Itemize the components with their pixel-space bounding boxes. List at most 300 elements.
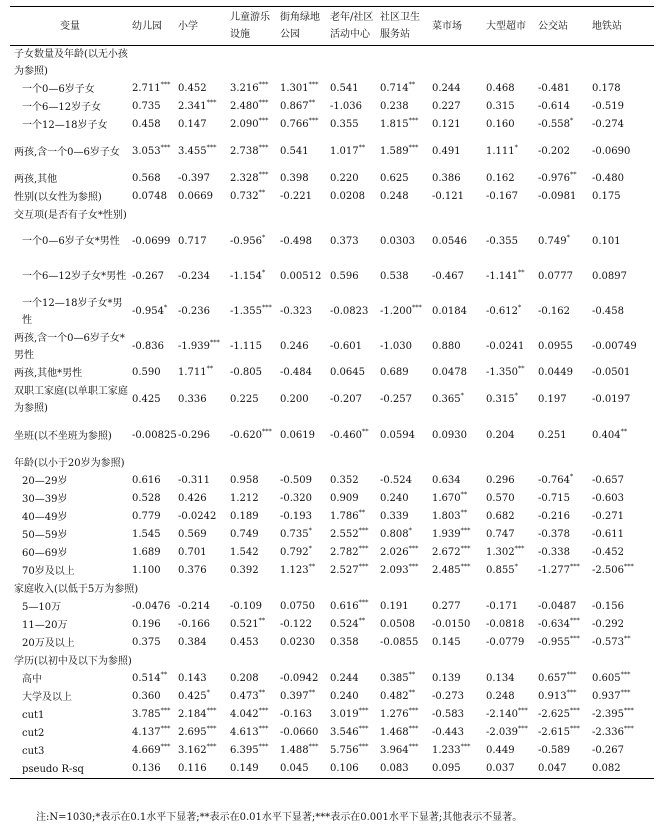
coefficient-value: 0.220 [330, 173, 359, 184]
empty-cell [484, 580, 536, 598]
value-cell [130, 188, 176, 206]
value-cell [430, 562, 484, 580]
value-cell [228, 724, 278, 742]
coefficient-value: 0.200 [280, 394, 309, 405]
coefficient-value: 0.315 [486, 101, 515, 112]
value-cell [176, 382, 228, 418]
coefficient-value: 1.100 [132, 565, 161, 576]
coefficient-value: -0.484 [280, 367, 313, 378]
coefficient-value: -2.625*** [538, 706, 580, 720]
coefficient-value: -0.274 [592, 119, 625, 130]
value-cell [130, 742, 176, 760]
coefficient-value: -0.0150 [432, 619, 471, 630]
value-cell [278, 562, 328, 580]
coefficient-value: 0.0449 [538, 367, 573, 378]
coefficient-value: 0.196 [132, 619, 161, 630]
coefficient-value: -0.715 [538, 493, 571, 504]
value-cell [130, 688, 176, 706]
value-cell [378, 472, 430, 490]
coefficient-value: -0.207 [330, 394, 363, 405]
coefficient-value: 0.468 [486, 83, 515, 94]
value-cell [430, 508, 484, 526]
value-cell [278, 526, 328, 544]
coefficient-value: -0.573** [592, 634, 631, 648]
coefficient-value: -0.0501 [592, 367, 631, 378]
value-cell [484, 472, 536, 490]
coefficient-value: 4.137*** [132, 724, 171, 738]
coefficient-value: -0.397 [178, 173, 211, 184]
coefficient-value: 0.452 [178, 83, 207, 94]
value-cell [590, 508, 654, 526]
value-cell [536, 508, 590, 526]
coefficient-value: 1.123** [280, 562, 316, 576]
row-label: 20—29岁 [22, 475, 68, 487]
row-label: 双职工家庭(以单职工家庭为参照) [14, 386, 128, 414]
empty-cell [278, 580, 328, 598]
coefficient-value: 0.625 [380, 173, 409, 184]
coefficient-value: -0.460** [330, 427, 369, 441]
coefficient-value: 3.964*** [380, 742, 419, 756]
value-cell [430, 364, 484, 382]
coefficient-value: -0.0818 [486, 619, 525, 630]
coefficient-value: -0.257 [380, 394, 413, 405]
coefficient-value: 1.111* [486, 143, 518, 157]
value-cell [278, 742, 328, 760]
value-cell [430, 526, 484, 544]
coefficient-value: -0.620*** [230, 427, 272, 441]
coefficient-value: 6.395*** [230, 742, 269, 756]
coefficient-value: 0.240 [330, 691, 359, 702]
value-cell [590, 472, 654, 490]
coefficient-value: -0.311 [178, 475, 211, 486]
group-header-row [10, 206, 654, 224]
value-cell [590, 364, 654, 382]
coefficient-value: 0.0230 [280, 637, 315, 648]
value-cell [176, 98, 228, 116]
value-cell [590, 616, 654, 634]
empty-cell [430, 652, 484, 670]
value-cell [378, 526, 430, 544]
coefficient-value: 3.053*** [132, 143, 171, 157]
value-cell [130, 724, 176, 742]
value-cell [328, 670, 378, 688]
coefficient-value: 0.657*** [538, 670, 577, 684]
coefficient-value: 0.248 [486, 691, 515, 702]
value-cell [176, 418, 228, 454]
value-cell [176, 634, 228, 652]
empty-cell [278, 206, 328, 224]
coefficient-value: 0.616*** [330, 598, 369, 612]
coefficient-value: -0.00825 [132, 430, 177, 441]
coefficient-value: 0.514** [132, 670, 168, 684]
value-cell [328, 544, 378, 562]
coefficient-value: 0.315* [486, 391, 518, 405]
value-cell [378, 98, 430, 116]
value-cell [484, 670, 536, 688]
empty-cell [484, 46, 536, 81]
coefficient-value: 2.093*** [380, 562, 419, 576]
value-cell [328, 259, 378, 294]
value-cell [378, 294, 430, 329]
row-label: 一个12—18岁子女 [22, 119, 108, 131]
value-cell [590, 188, 654, 206]
coefficient-value: -0.614 [538, 101, 571, 112]
value-cell [130, 544, 176, 562]
coefficient-value: 0.937*** [592, 688, 631, 702]
coefficient-value: 2.328*** [230, 170, 269, 184]
coefficient-value: 1.711** [178, 364, 214, 378]
coefficient-value: 0.083 [380, 763, 409, 774]
value-cell [278, 616, 328, 634]
value-cell [176, 472, 228, 490]
coefficient-value: 2.341*** [178, 98, 217, 112]
value-cell [536, 116, 590, 134]
coefficient-value: -2.336*** [592, 724, 634, 738]
value-cell [536, 724, 590, 742]
coefficient-value: 0.0594 [380, 430, 415, 441]
value-cell [130, 598, 176, 616]
row-label: 一个6—12岁子女*男性 [22, 271, 127, 282]
value-cell [590, 294, 654, 329]
coefficient-value: -1.141** [486, 268, 525, 282]
value-cell [130, 364, 176, 382]
coefficient-value: -0.836 [132, 340, 165, 352]
table-row [10, 598, 654, 616]
coefficient-value: 0.386 [432, 173, 461, 184]
coefficient-value: 0.0669 [178, 191, 213, 202]
value-cell [228, 508, 278, 526]
coefficient-value: 0.0930 [432, 430, 467, 441]
coefficient-value: -2.039*** [486, 724, 528, 738]
value-cell [536, 598, 590, 616]
value-cell [176, 598, 228, 616]
value-cell [484, 724, 536, 742]
coefficient-value: 0.689 [380, 367, 409, 378]
value-cell [484, 329, 536, 364]
coefficient-value: -2.395*** [592, 706, 634, 720]
value-cell [130, 472, 176, 490]
value-cell [378, 116, 430, 134]
value-cell [536, 544, 590, 562]
coefficient-value: 0.0748 [132, 191, 167, 202]
value-cell [378, 562, 430, 580]
coefficient-value: 0.0955 [538, 340, 573, 352]
empty-cell [228, 652, 278, 670]
empty-cell [430, 206, 484, 224]
coefficient-value: 0.106 [330, 763, 359, 774]
value-cell [430, 224, 484, 259]
table-row [10, 706, 654, 724]
row-label: 两孩,其他*男性 [14, 367, 83, 379]
value-cell [484, 634, 536, 652]
coefficient-value: 1.542 [230, 547, 259, 558]
empty-cell [278, 46, 328, 81]
coefficient-value: -2.140*** [486, 706, 528, 720]
value-cell [484, 742, 536, 760]
value-cell [378, 382, 430, 418]
value-cell [430, 188, 484, 206]
value-cell [536, 329, 590, 364]
coefficient-value: -2.506*** [592, 562, 634, 576]
value-cell [536, 294, 590, 329]
value-cell [130, 294, 176, 329]
coefficient-value: 0.473** [230, 688, 266, 702]
empty-cell [378, 46, 430, 81]
coefficient-value: 0.251 [538, 430, 567, 441]
group-label: 家庭收入(以低于5万为参照) [14, 583, 139, 595]
value-cell [328, 329, 378, 364]
column-header-variable: 变量 [10, 7, 130, 46]
coefficient-value: 0.482** [380, 688, 416, 702]
coefficient-value: 0.0777 [538, 270, 573, 282]
coefficient-value: 1.212 [230, 493, 259, 504]
value-cell [328, 688, 378, 706]
value-cell [430, 259, 484, 294]
value-cell [228, 329, 278, 364]
row-label: cut2 [22, 727, 45, 739]
row-label: 70岁及以上 [22, 565, 75, 577]
value-cell [228, 364, 278, 382]
empty-cell [484, 206, 536, 224]
empty-cell [176, 454, 228, 472]
coefficient-value: 0.143 [178, 673, 207, 684]
coefficient-value: 0.116 [178, 763, 207, 774]
empty-cell [328, 206, 378, 224]
coefficient-value: 0.404** [592, 427, 628, 441]
coefficient-value: -0.236 [178, 305, 211, 317]
value-cell [176, 616, 228, 634]
column-header: 老年/社区活动中心 [328, 7, 378, 46]
value-cell [484, 134, 536, 170]
table-row [10, 418, 654, 454]
value-cell [590, 544, 654, 562]
value-cell [278, 170, 328, 188]
value-cell [176, 670, 228, 688]
table-row [10, 562, 654, 580]
coefficient-value: 2.695*** [178, 724, 217, 738]
coefficient-value: 0.095 [432, 763, 461, 774]
value-cell [278, 418, 328, 454]
value-cell [590, 562, 654, 580]
coefficient-value: 1.939*** [432, 526, 471, 540]
empty-cell [484, 454, 536, 472]
table-footnote: 注:N=1030;*表示在0.1水平下显著;**表示在0.01水平下显著;***表示在0.001水平下显著;其他表示不显著。 [36, 812, 523, 823]
coefficient-value: -0.0241 [486, 340, 525, 352]
value-cell [328, 472, 378, 490]
empty-cell [228, 580, 278, 598]
value-cell [278, 706, 328, 724]
coefficient-value: -0.216 [538, 511, 571, 522]
header-row [10, 7, 654, 46]
value-cell [278, 688, 328, 706]
value-cell [378, 364, 430, 382]
coefficient-value: 0.376 [178, 565, 207, 576]
value-cell [430, 80, 484, 98]
coefficient-value: 2.485*** [432, 562, 471, 576]
coefficient-value: 0.238 [380, 101, 409, 112]
value-cell [176, 526, 228, 544]
table-row [10, 490, 654, 508]
value-cell [278, 80, 328, 98]
coefficient-value: 0.296 [486, 475, 515, 486]
group-label: 学历(以初中及以下为参照) [14, 655, 132, 667]
table-row [10, 526, 654, 544]
value-cell [430, 688, 484, 706]
coefficient-value: -0.00749 [592, 340, 637, 352]
value-cell [328, 116, 378, 134]
coefficient-value: 0.082 [592, 763, 621, 774]
value-cell [484, 170, 536, 188]
value-cell [328, 80, 378, 98]
coefficient-value: 0.178 [592, 83, 621, 94]
coefficient-value: 0.425* [178, 688, 210, 702]
coefficient-value: -0.612* [486, 303, 522, 317]
table-row [10, 134, 654, 170]
value-cell [228, 670, 278, 688]
value-cell [484, 382, 536, 418]
value-cell [228, 616, 278, 634]
coefficient-value: -0.955*** [538, 634, 580, 648]
empty-cell [536, 454, 590, 472]
value-cell [328, 724, 378, 742]
value-cell [484, 259, 536, 294]
value-cell [590, 382, 654, 418]
coefficient-value: 0.149 [230, 763, 259, 774]
coefficient-value: 1.468*** [380, 724, 419, 738]
value-cell [536, 616, 590, 634]
coefficient-value: 0.365* [432, 391, 464, 405]
coefficient-value: -0.0981 [538, 191, 577, 202]
value-cell [536, 760, 590, 779]
value-cell [278, 294, 328, 329]
value-cell [536, 364, 590, 382]
value-cell [430, 472, 484, 490]
value-cell [590, 706, 654, 724]
value-cell [176, 134, 228, 170]
coefficient-value: 0.779 [132, 511, 161, 522]
value-cell [328, 526, 378, 544]
value-cell [278, 329, 328, 364]
empty-cell [228, 206, 278, 224]
coefficient-value: -0.271 [592, 511, 625, 522]
table-row [10, 616, 654, 634]
coefficient-value: 2.738*** [230, 143, 269, 157]
coefficient-value: 0.749* [538, 233, 570, 247]
value-cell [378, 742, 430, 760]
coefficient-value: -0.267 [592, 745, 625, 756]
group-label: 交互项(是否有子女*性别) [14, 209, 127, 221]
value-cell [536, 742, 590, 760]
value-cell [430, 382, 484, 418]
row-label: 30—39岁 [22, 493, 68, 505]
coefficient-value: 2.711*** [132, 80, 171, 94]
column-header: 地铁站 [590, 7, 654, 46]
coefficient-value: 0.913*** [538, 688, 577, 702]
coefficient-value: 0.037 [486, 763, 515, 774]
value-cell [228, 526, 278, 544]
coefficient-value: -0.524 [380, 475, 413, 486]
value-cell [590, 634, 654, 652]
coefficient-value: -0.480 [592, 173, 625, 184]
group-header-row [10, 652, 654, 670]
empty-cell [536, 580, 590, 598]
coefficient-value: -0.481 [538, 83, 571, 94]
empty-cell [536, 652, 590, 670]
coefficient-value: -0.467 [432, 270, 465, 282]
coefficient-value: -2.615*** [538, 724, 580, 738]
row-label: 50—59岁 [22, 529, 68, 541]
coefficient-value: 0.162 [486, 173, 515, 184]
value-cell [430, 294, 484, 329]
value-cell [536, 188, 590, 206]
value-cell [484, 116, 536, 134]
value-cell [430, 598, 484, 616]
value-cell [228, 472, 278, 490]
coefficient-value: 0.191 [380, 601, 409, 612]
row-label: cut3 [22, 745, 45, 757]
coefficient-value: 0.766*** [280, 116, 319, 130]
coefficient-value: -0.805 [230, 367, 263, 378]
table-row [10, 188, 654, 206]
coefficient-value: 0.458 [132, 119, 161, 130]
coefficient-value: 0.248 [380, 191, 409, 202]
value-cell [430, 724, 484, 742]
empty-cell [430, 580, 484, 598]
coefficient-value: -0.954* [132, 303, 168, 317]
coefficient-value: 0.616 [132, 475, 161, 486]
empty-cell [590, 580, 654, 598]
coefficient-value: 0.397** [280, 688, 316, 702]
value-cell [536, 382, 590, 418]
value-cell [378, 490, 430, 508]
coefficient-value: 0.045 [280, 763, 309, 774]
coefficient-value: 4.613*** [230, 724, 269, 738]
coefficient-value: -0.214 [178, 601, 211, 612]
coefficient-value: -0.109 [230, 601, 263, 612]
group-header-row [10, 454, 654, 472]
value-cell [590, 526, 654, 544]
coefficient-value: -1.200*** [380, 303, 422, 317]
coefficient-value: 0.244 [432, 83, 461, 94]
row-label: pseudo R-sq [10, 760, 130, 779]
row-label: 一个0—6岁子女*男性 [22, 236, 120, 247]
value-cell [484, 508, 536, 526]
value-cell [536, 634, 590, 652]
coefficient-value: -0.0690 [592, 146, 631, 157]
row-label: 两孩,其他 [14, 173, 58, 185]
coefficient-value: 0.175 [592, 191, 621, 202]
value-cell [228, 170, 278, 188]
value-cell [484, 706, 536, 724]
value-cell [484, 526, 536, 544]
row-label: 5—10万 [22, 601, 62, 613]
value-cell [278, 382, 328, 418]
value-cell [484, 544, 536, 562]
empty-cell [378, 454, 430, 472]
value-cell [228, 294, 278, 329]
coefficient-value: 0.541 [280, 146, 309, 157]
value-cell [378, 170, 430, 188]
coefficient-value: 4.669*** [132, 742, 171, 756]
coefficient-value: -0.458 [592, 305, 625, 317]
value-cell [328, 616, 378, 634]
coefficient-value: 1.301*** [280, 80, 319, 94]
row-label: 60—69岁 [22, 547, 68, 559]
value-cell [328, 170, 378, 188]
coefficient-value: 1.488*** [280, 742, 319, 756]
value-cell [328, 742, 378, 760]
column-header: 小学 [176, 7, 228, 46]
